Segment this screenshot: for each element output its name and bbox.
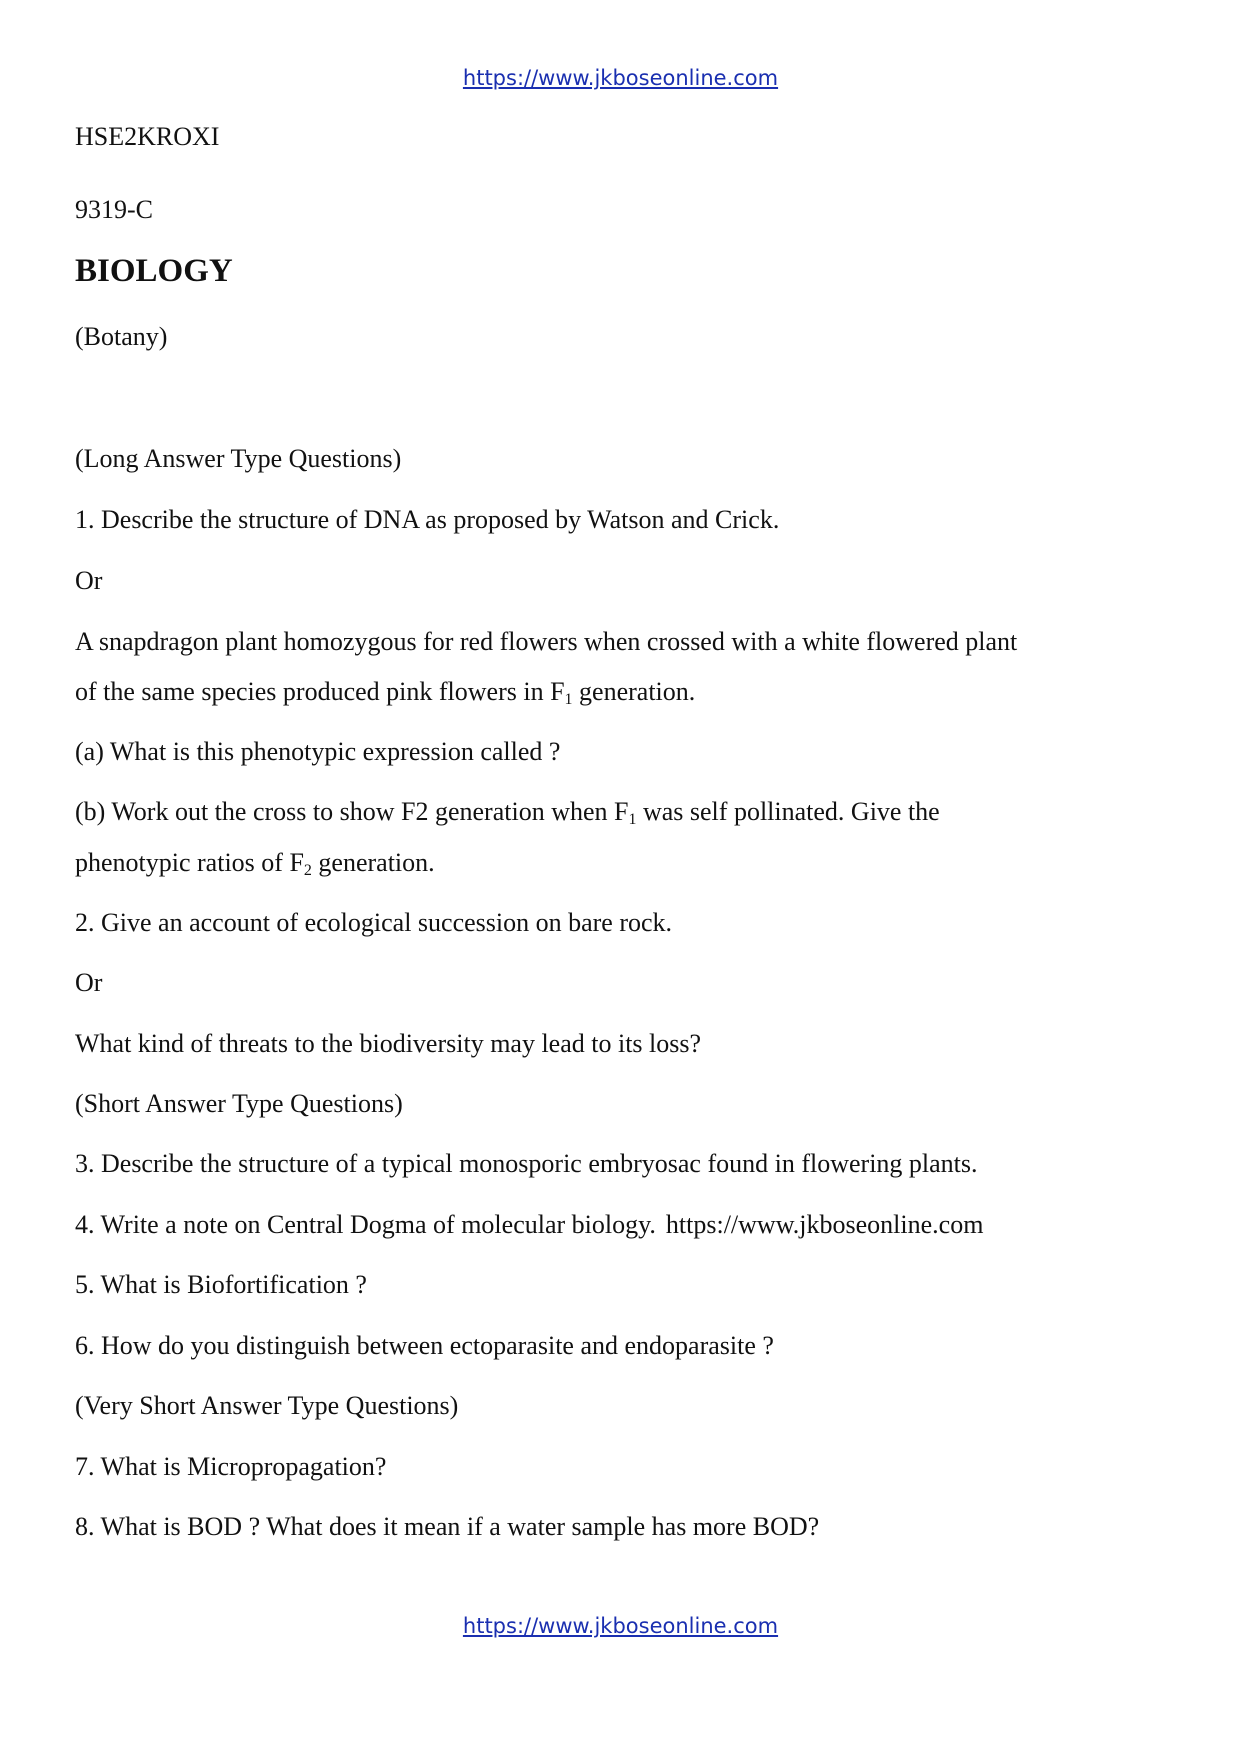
question-2: 2. Give an account of ecological succession on bare rock.: [75, 908, 673, 937]
subtitle-branch: (Botany): [75, 322, 168, 351]
paper-code: HSE2KROXI: [75, 122, 220, 151]
question-1-alt-line2: [75, 677, 695, 707]
section-very-short-heading: (Very Short Answer Type Questions): [75, 1391, 459, 1420]
question-1-alt-line1: A snapdragon plant homozygous for red flowers when crossed with a white flowered plant: [75, 627, 1018, 656]
text-part: phenotypic ratios of F: [75, 848, 304, 877]
question-4: [75, 1210, 983, 1240]
or-separator-2: Or: [75, 968, 103, 997]
text-part: generation.: [572, 677, 696, 706]
question-1b-line1: [75, 797, 940, 827]
question-3: 3. Describe the structure of a typical monosporic embryosac found in flowering plants.: [75, 1149, 978, 1178]
subscript: 1: [564, 691, 573, 708]
subscript: 1: [628, 811, 637, 828]
header-link[interactable]: https://www.jkboseonline.com: [462, 66, 779, 90]
question-2-alt: What kind of threats to the biodiversity may lead to its loss?: [75, 1029, 702, 1058]
paper-set: 9319-C: [75, 195, 153, 224]
question-1b-line2: [75, 848, 435, 878]
question-5: 5. What is Biofortification ?: [75, 1270, 367, 1299]
section-long-heading: (Long Answer Type Questions): [75, 444, 402, 473]
section-short-heading: (Short Answer Type Questions): [75, 1089, 403, 1118]
question-7: 7. What is Micropropagation?: [75, 1452, 387, 1481]
subscript: 2: [303, 862, 312, 879]
text-part: of the same species produced pink flowers in F: [75, 677, 565, 706]
question-6: 6. How do you distinguish between ectoparasite and endoparasite ?: [75, 1331, 774, 1360]
text-part: generation.: [311, 848, 435, 877]
page-title: BIOLOGY: [75, 253, 233, 289]
text-part: was self pollinated. Give the: [636, 797, 940, 826]
or-separator-1: Or: [75, 566, 103, 595]
question-4-url: https://www.jkboseonline.com: [665, 1210, 984, 1239]
question-1a: (a) What is this phenotypic expression called ?: [75, 737, 561, 766]
question-1: 1. Describe the structure of DNA as proposed by Watson and Crick.: [75, 505, 780, 534]
question-4-text: 4. Write a note on Central Dogma of molecular biology.: [75, 1210, 656, 1239]
footer-link[interactable]: https://www.jkboseonline.com: [462, 1614, 779, 1638]
question-8: 8. What is BOD ? What does it mean if a water sample has more BOD?: [75, 1512, 820, 1541]
text-part: (b) Work out the cross to show F2 generation when F: [75, 797, 629, 826]
